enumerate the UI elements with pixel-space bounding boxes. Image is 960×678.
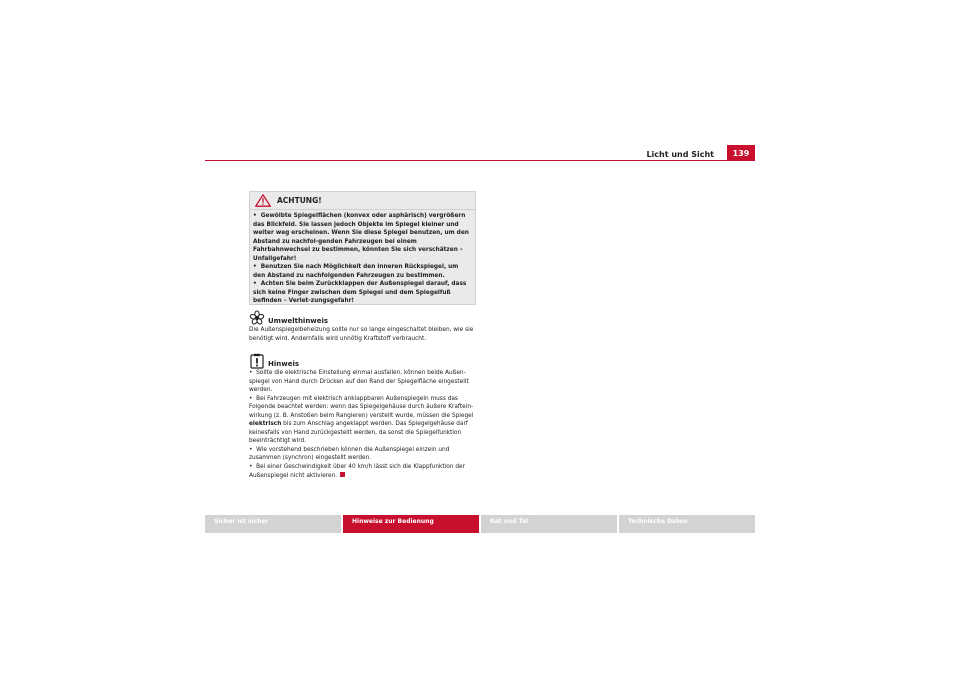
warning-title: ACHTUNG! — [277, 196, 322, 205]
environment-note-title: Umwelthinweis — [268, 317, 329, 326]
environment-note — [249, 310, 474, 343]
hint-item: • Bei Fahrzeugen mit elektrisch anklappbaren Außenspiegeln muss das Folgende beachtet werden: wenn das Spiegelgehäuse durch äußere Kraftein-wirkung (z. B. Anstoßen beim Rangieren) verstellt wurde, müssen die Spiegel elektrisch bis zum Anschlag angeklappt werden. Das Spiegelgehäuse darf keinesfalls von Hand zurückgestellt werden, da sonst die Spiegelfunktion beeinträchtigt wird. — [249, 395, 474, 445]
bullet-icon: • — [249, 464, 257, 471]
bullet-icon: • — [249, 446, 257, 453]
hint-note-title: Hinweis — [268, 360, 300, 369]
header-divider — [205, 160, 755, 161]
warning-header — [250, 192, 475, 210]
footer-nav — [205, 515, 755, 533]
bullet-icon: • — [253, 281, 261, 288]
hint-item: • Wie vorstehend beschrieben können die Außenspiegel einzeln und zusammen (synchron) eingestellt werden. — [249, 446, 450, 462]
footer-tab-technische-daten[interactable]: Technische Daten — [619, 515, 755, 533]
bullet-icon: • — [253, 264, 261, 271]
bullet-icon: • — [249, 370, 257, 376]
page-header-title: Licht und Sicht — [646, 150, 714, 159]
environment-note-header — [249, 310, 474, 326]
footer-tab-sicher-ist-sicher[interactable]: Sicher ist sicher — [205, 515, 341, 533]
warning-body — [250, 210, 475, 308]
warning-box — [249, 191, 476, 305]
warning-item: • Achten Sie beim Zurückklappen der Außenspiegel darauf, dass sich keine Finger zwischen dem Spiegel und dem Spiegelfuß befinden – Verlet-zungsgefahr! — [253, 281, 467, 305]
section-end-mark-icon — [340, 472, 345, 477]
footer-tab-hinweise-zur-bedienung[interactable]: Hinweise zur Bedienung — [343, 515, 479, 533]
environment-note-text: Die Außenspiegelbeheizung sollte nur so lange eingeschaltet bleiben, wie sie benötigt wird. Andernfalls wird unnötig Kraftstoff verbraucht. — [249, 327, 474, 342]
footer-tab-rat-und-tat[interactable]: Rat und Tat — [481, 515, 617, 533]
page-number: 139 — [727, 145, 755, 161]
flower-icon — [249, 310, 265, 326]
hint-note — [249, 353, 474, 480]
bullet-icon: • — [249, 395, 257, 402]
hint-notepad-icon — [249, 353, 265, 369]
hint-item: • Sollte die elektrische Einstellung einmal ausfallen, können beide Außen-spiegel von Hand durch Drücken auf den Rand der Spiegelfläche eingestellt werden. — [249, 370, 469, 394]
bullet-icon: • — [253, 213, 261, 219]
warning-item: • Gewölbte Spiegelflächen (konvex oder asphärisch) vergrößern das Blickfeld. Sie lassen jedoch Objekte im Spiegel kleiner und weiter weg erscheinen. Wenn Sie diese Spiegel benutzen, um den Abstand zu nachfol-genden Fahrzeugen bei einem Fahrbahnwechsel zu bestimmen, könnten Sie sich verschätzen – Unfallgefahr! — [253, 213, 469, 262]
hint-note-header — [249, 353, 474, 369]
hint-item: • Bei einer Geschwindigkeit über 40 km/h lässt sich die Klappfunktion der Außenspiegel nicht aktivieren. — [249, 464, 465, 479]
warning-triangle-icon — [254, 194, 272, 207]
warning-item: • Benutzen Sie nach Möglichkeit den inneren Rückspiegel, um den Abstand zu nachfolgenden Fahrzeugen zu bestimmen. — [253, 264, 459, 279]
